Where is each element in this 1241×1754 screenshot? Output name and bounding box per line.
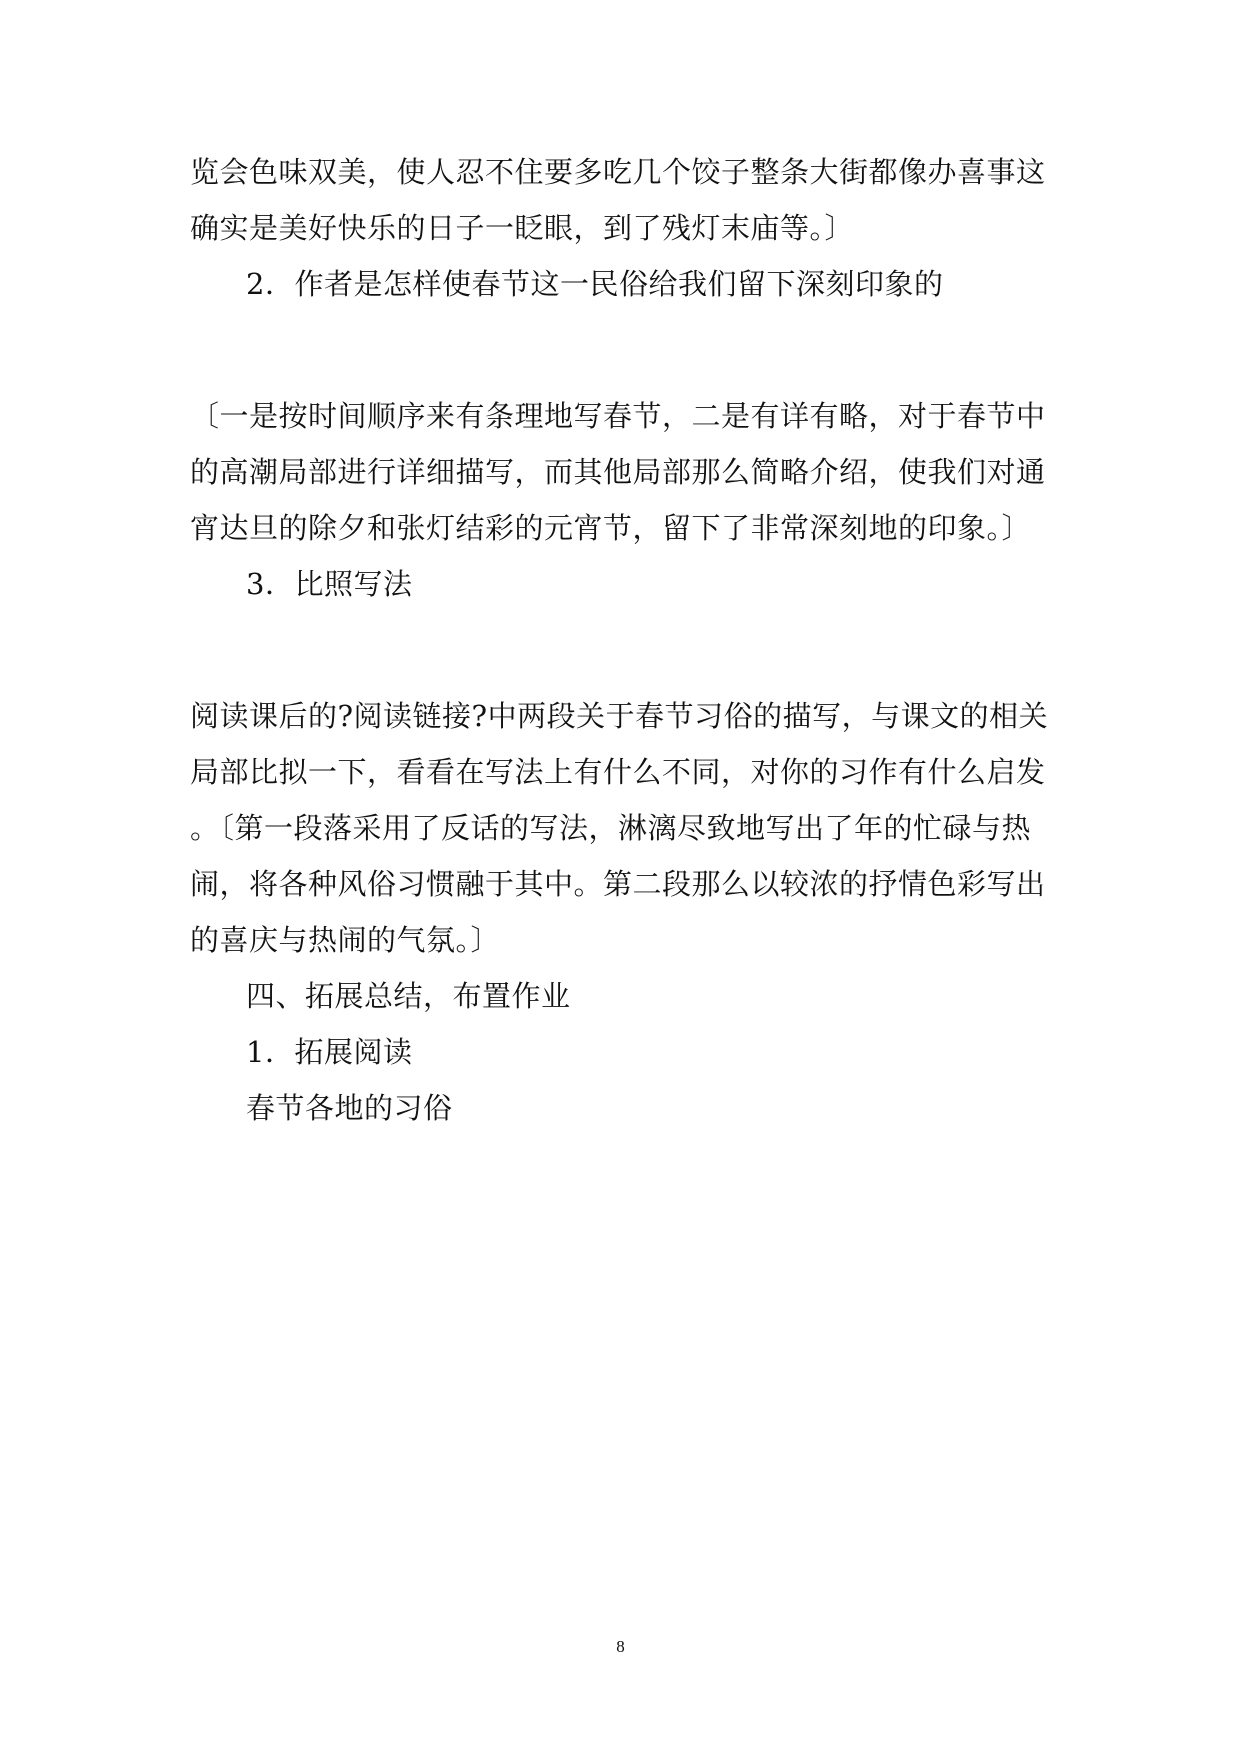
paragraph-line: 闹，将各种风俗习惯融于其中。第二段那么以较浓的抒情色彩写出 xyxy=(190,867,1046,901)
subsection-heading: 1．拓展阅读 xyxy=(246,1035,413,1069)
paragraph-line: 确实是美好快乐的日子一眨眼，到了残灯末庙等。〕 xyxy=(190,211,855,245)
paragraph-line: 〔一是按时间顺序来有条理地写春节，二是有详有略，对于春节中 xyxy=(190,399,1046,433)
subsection-title: 春节各地的习俗 xyxy=(246,1091,453,1125)
paragraph-line: 的高潮局部进行详细描写，而其他局部那么简略介绍，使我们对通 xyxy=(190,455,1046,489)
paragraph-line: 的喜庆与热闹的气氛。〕 xyxy=(190,923,501,957)
paragraph-line: 局部比拟一下，看看在写法上有什么不同，对你的习作有什么启发 xyxy=(190,755,1046,789)
paragraph-line: 阅读课后的?阅读链接?中两段关于春节习俗的描写，与课文的相关 xyxy=(190,699,1049,733)
question-heading: 3．比照写法 xyxy=(246,567,413,601)
section-heading: 四、拓展总结，布置作业 xyxy=(246,979,571,1013)
paragraph-line: 览会色味双美，使人忍不住要多吃几个饺子整条大街都像办喜事这 xyxy=(190,155,1046,189)
paragraph-line: 。〔第一段落采用了反话的写法，淋漓尽致地写出了年的忙碌与热 xyxy=(190,811,1032,845)
page-number: 8 xyxy=(616,1637,625,1656)
paragraph-line: 宵达旦的除夕和张灯结彩的元宵节，留下了非常深刻地的印象。〕 xyxy=(190,511,1032,545)
question-heading: 2．作者是怎样使春节这一民俗给我们留下深刻印象的 xyxy=(246,267,944,301)
